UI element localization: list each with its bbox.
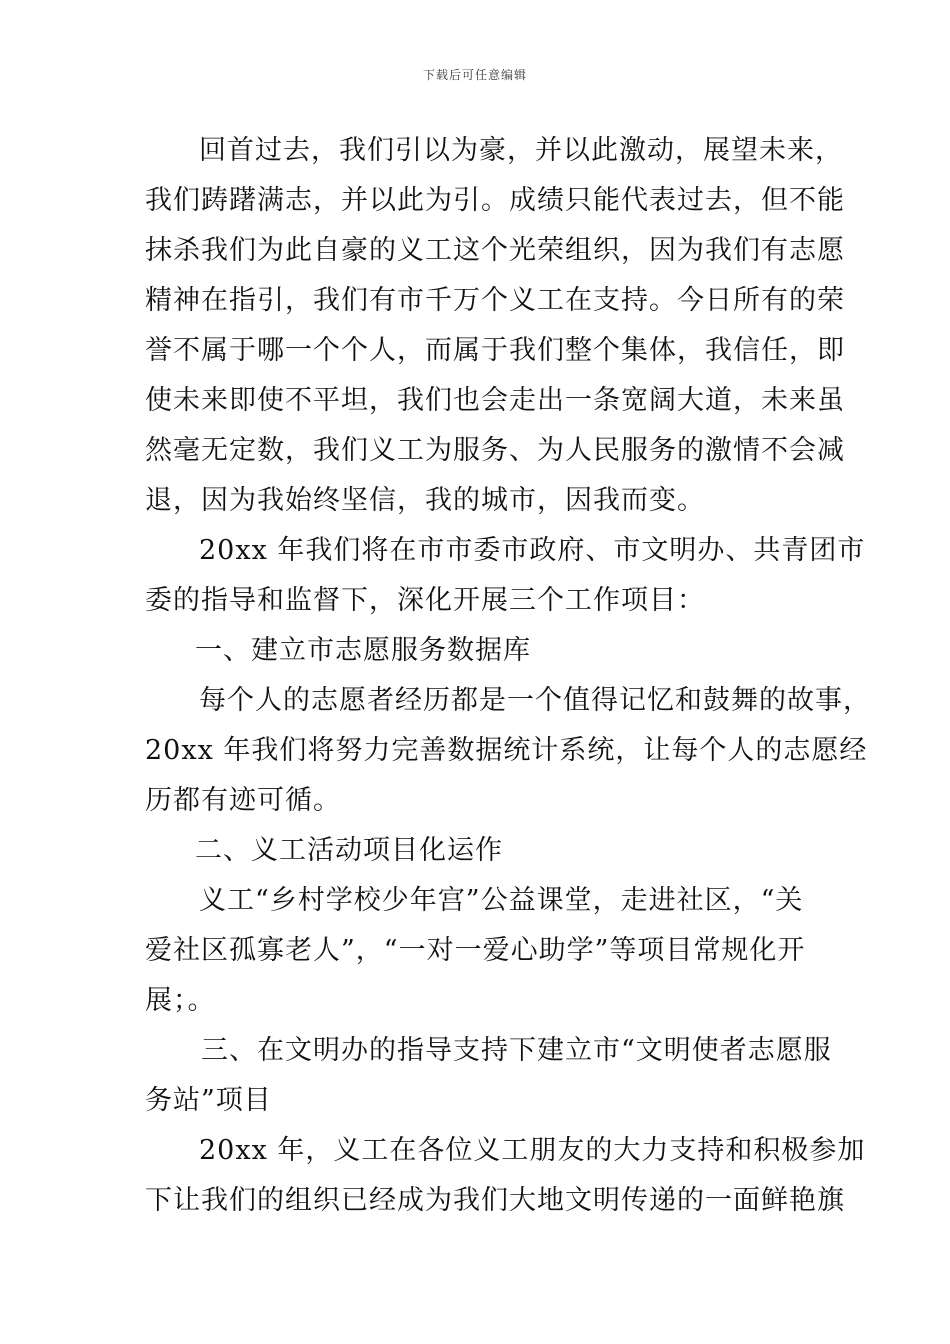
body-line: 精神在指引，我们有市千万个义工在支持。今日所有的荣 <box>145 285 845 316</box>
body-line: 回首过去，我们引以为豪，并以此激动，展望未来， <box>199 135 843 166</box>
body-line: 展；。 <box>145 985 216 1016</box>
body-line: 爱社区孤寡老人”，“一对一爱心助学”等项目常规化开 <box>145 935 806 966</box>
body-line: 20xx 年我们将努力完善数据统计系统，让每个人的志愿经 <box>145 735 868 766</box>
section-heading: 三、在文明办的指导支持下建立市“文明使者志愿服 <box>201 1035 832 1066</box>
body-line: 抹杀我们为此自豪的义工这个光荣组织，因为我们有志愿 <box>145 235 845 266</box>
body-line: 誉不属于哪一个个人，而属于我们整个集体，我信任，即 <box>145 335 845 366</box>
body-line: 然毫无定数，我们义工为服务、为人民服务的激情不会减 <box>145 435 845 466</box>
section-heading-continued: 务站”项目 <box>145 1085 272 1116</box>
section-heading: 一、建立市志愿服务数据库 <box>195 635 531 666</box>
body-line: 退，因为我始终坚信，我的城市，因我而变。 <box>145 485 705 516</box>
body-line: 20xx 年，义工在各位义工朋友的大力支持和积极参加 <box>199 1135 866 1166</box>
body-line: 每个人的志愿者经历都是一个值得记忆和鼓舞的故事， <box>199 685 871 716</box>
page-header-note: 下载后可任意编辑 <box>422 68 527 82</box>
body-line: 20xx 年我们将在市市委市政府、市文明办、共青团市 <box>199 535 866 566</box>
body-line: 委的指导和监督下，深化开展三个工作项目： <box>145 585 705 616</box>
body-line: 下让我们的组织已经成为我们大地文明传递的一面鲜艳旗 <box>145 1185 845 1216</box>
section-heading: 二、义工活动项目化运作 <box>195 835 503 866</box>
document-body <box>145 126 871 1226</box>
body-line: 义工“乡村学校少年宫”公益课堂，走进社区，“关 <box>199 885 804 916</box>
body-line: 历都有迹可循。 <box>145 785 341 816</box>
body-line: 我们踌躇满志，并以此为引。成绩只能代表过去，但不能 <box>145 185 845 216</box>
body-line: 使未来即使不平坦，我们也会走出一条宽阔大道，未来虽 <box>145 385 845 416</box>
